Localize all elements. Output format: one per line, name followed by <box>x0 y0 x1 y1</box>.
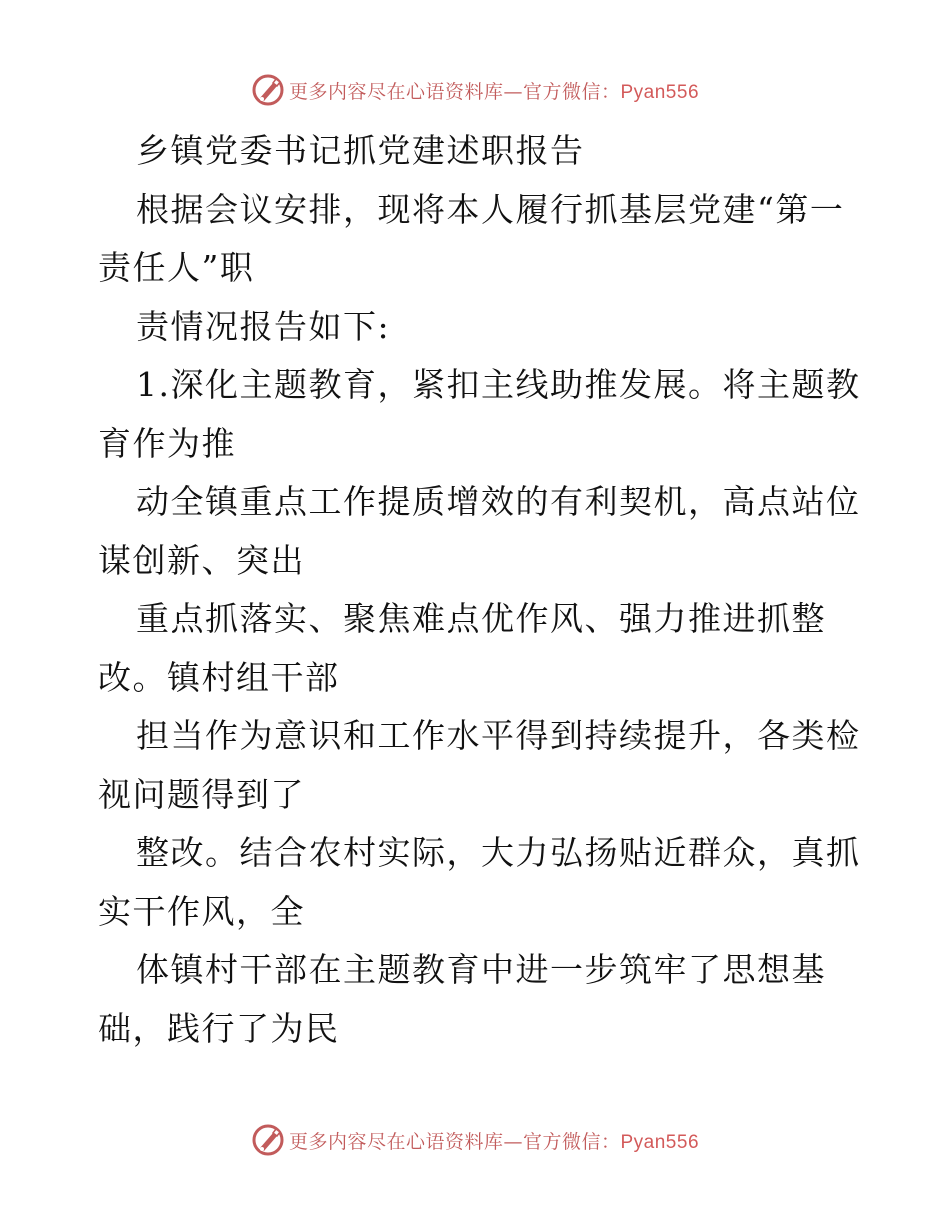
document-body <box>98 122 861 1058</box>
watermark-site: 更多内容尽在心语资料库 <box>288 80 504 103</box>
watermark-site: 更多内容尽在心语资料库 <box>288 1130 504 1153</box>
document-title: 乡镇党委书记抓党建述职报告 <box>136 131 585 170</box>
text-line: 责情况报告如下: <box>136 306 391 346</box>
watermark-text <box>289 1127 699 1154</box>
watermark-dash: — <box>503 80 523 103</box>
text-line: 1.深化主题教育，紧扣主线助推发展。将主题教 <box>136 365 861 404</box>
text-line: 动全镇重点工作提质增效的有利契机，高点站位 <box>136 482 861 521</box>
watermark-wechat-id: Pyan556 <box>620 81 700 103</box>
text-line: 视问题得到了 <box>98 774 305 814</box>
text-line: 重点抓落实、聚焦难点优作风、强力推进抓整 <box>136 599 826 638</box>
header-watermark <box>0 70 950 110</box>
pen-logo-icon <box>251 73 285 107</box>
watermark-wechat-id: Pyan556 <box>620 1131 700 1153</box>
text-line: 整改。结合农村实际，大力弘扬贴近群众，真抓 <box>136 833 861 872</box>
text-line: 责任人”职 <box>98 248 255 287</box>
pen-logo-icon <box>251 1123 285 1157</box>
watermark-text <box>289 77 699 104</box>
text-line: 根据会议安排，现将本人履行抓基层党建“第一 <box>136 189 845 229</box>
text-line: 础，践行了为民 <box>98 1008 340 1048</box>
text-line: 担当作为意识和工作水平得到持续提升，各类检 <box>136 716 861 755</box>
watermark-wechat-label: 官方微信： <box>522 80 621 103</box>
text-line: 育作为推 <box>98 423 236 463</box>
watermark-wechat-label: 官方微信： <box>522 1130 621 1153</box>
text-line: 谋创新、突出 <box>98 540 305 580</box>
text-line: 改。镇村组干部 <box>98 657 340 697</box>
text-line: 实干作风，全 <box>98 891 305 931</box>
watermark-dash: — <box>503 1130 523 1153</box>
footer-watermark <box>0 1120 950 1160</box>
text-line: 体镇村干部在主题教育中进一步筑牢了思想基 <box>136 950 826 989</box>
